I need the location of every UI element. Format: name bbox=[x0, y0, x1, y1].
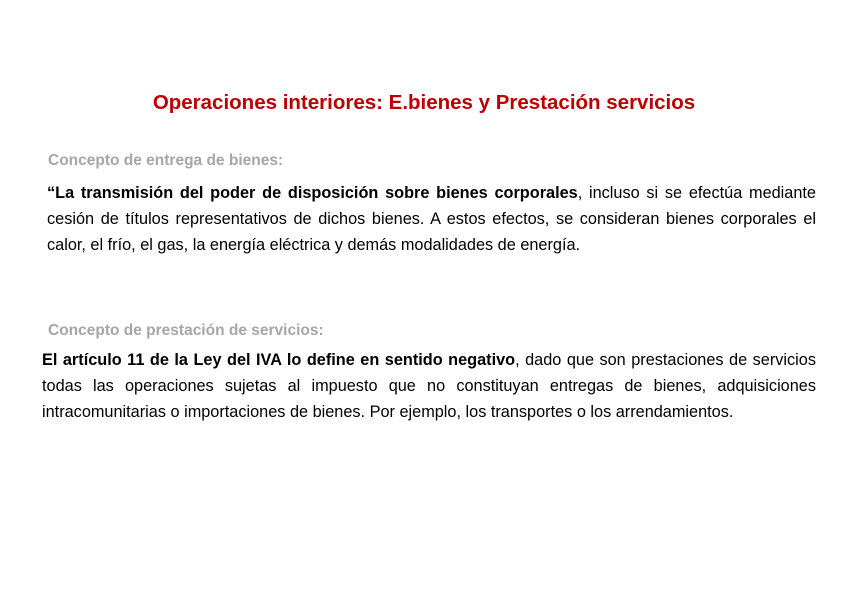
paragraph-bold-lead: “La transmisión del poder de disposición sobre bienes corporales bbox=[47, 184, 578, 202]
section-heading-provision-of-services: Concepto de prestación de servicios: bbox=[48, 322, 324, 339]
paragraph-body: , incluso si se efectúa mediante cesión de títulos representativos de dichos bienes. A estos efectos, se consideran bienes corporales el calor, el frío, el gas, la energía eléctrica y demás modalidades de energía. bbox=[47, 184, 816, 254]
paragraph-body: , dado que son prestaciones de servicios todas las operaciones sujetas al impuesto que no constituyan entregas de bienes, adquisiciones intracomunitarias o importaciones de bienes. Por ejemplo, los transportes o los arrendamientos. bbox=[42, 351, 816, 421]
paragraph-delivery-of-goods bbox=[47, 180, 816, 258]
paragraph-provision-of-services bbox=[42, 347, 816, 425]
section-heading-delivery-of-goods: Concepto de entrega de bienes: bbox=[48, 152, 284, 169]
slide-title: Operaciones interiores: E.bienes y Prestación servicios bbox=[152, 91, 696, 114]
paragraph-bold-lead: El artículo 11 de la Ley del IVA lo define en sentido negativo bbox=[42, 351, 516, 369]
